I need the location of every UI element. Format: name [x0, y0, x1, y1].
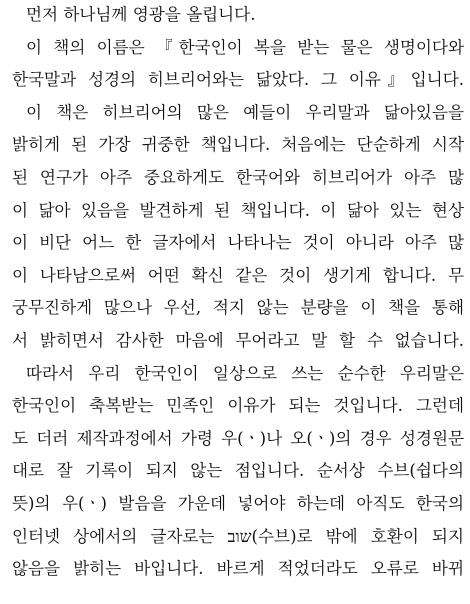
text-line: 밝히게 된 가장 귀중한 책입니다. 처음에는 단순하게 시작 — [12, 135, 464, 155]
text-line: 이 비단 어느 한 글자에서 나타나는 것이 아니라 아주 많 — [12, 233, 464, 253]
text-line: 이 책의 이름은 『한국인이 복을 받는 물은 생명이다와 — [26, 37, 464, 57]
text-line: 이 닮아 있음을 발견하게 된 책입니다. 이 닮아 있는 현상 — [12, 200, 464, 220]
text-line: 따라서 우리 한국인이 일상으로 쓰는 순수한 우리말은 — [26, 363, 464, 383]
text-line: 한국말과 성경의 히브리어와는 닮았다. 그 이유』입니다. — [12, 70, 464, 90]
text-line: 이 책은 히브리어의 많은 예들이 우리말과 닮아있음을 — [26, 102, 464, 122]
text-line: 뜻)의 우(ㆍ) 발음을 가운데 넣어야 하는데 아직도 한국의 — [12, 494, 464, 513]
text-line: 먼저 하나님께 영광을 올립니다. — [26, 5, 256, 24]
text-line: 대로 잘 기록이 되지 않는 점입니다. 순서상 수브(쉽다의 — [12, 461, 464, 481]
text-line: 도 더러 제작과정에서 가령 우(ㆍ)나 오(ㆍ)의 경우 성경원문 — [12, 428, 464, 448]
text-line: 한국인이 축복받는 민족인 이유가 되는 것입니다. 그런데 — [12, 396, 464, 416]
text-line: 서 밝히면서 감사한 마음에 무어라고 말 할 수 없습니다. — [12, 331, 464, 350]
text-line: 이 나타남으로써 어떤 확신 같은 것이 생기게 합니다. 무 — [12, 265, 464, 285]
text-line: 않음을 밝히는 바입니다. 바르게 적었더라도 오류로 바뀌 — [12, 559, 464, 579]
text-line: 된 연구가 아주 중요하게도 한국어와 히브리어가 아주 많 — [12, 168, 464, 187]
text-line: 궁무진하게 많으나 우선, 적지 않는 분량을 이 책을 통해 — [12, 298, 464, 318]
text-line: 인터넷 상에서의 글자로는 שוב(수브)로 밖에 호환이 되지 — [12, 526, 464, 546]
